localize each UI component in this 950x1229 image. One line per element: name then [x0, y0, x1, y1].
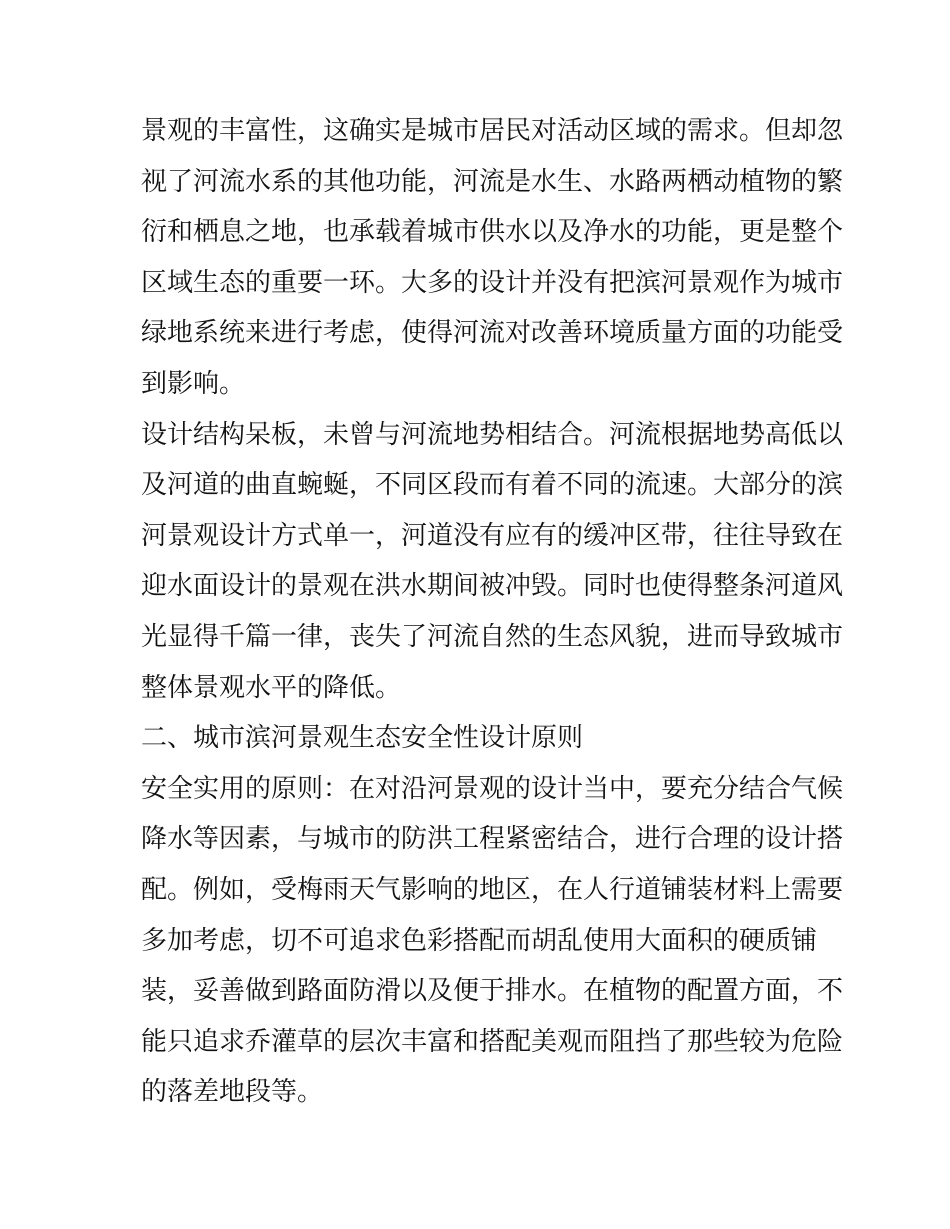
text-line: 安全实用的原则：在对沿河景观的设计当中，要充分结合气候 — [141, 773, 844, 804]
text-line: 景观的丰富性，这确实是城市居民对活动区域的需求。但却忽 — [141, 116, 844, 146]
text-line: 多加考虑，切不可追求色彩搭配而胡乱使用大面积的硬质铺 — [141, 925, 818, 956]
text-line: 整体景观水平的降低。 — [141, 672, 402, 703]
text-line: 光显得千篇一律，丧失了河流自然的生态风貌，进而导致城市 — [141, 621, 844, 652]
text-line: 河景观设计方式单一，河道没有应有的缓冲区带，往往导致在 — [141, 520, 844, 551]
section-heading: 二、城市滨河景观生态安全性设计原则 — [141, 723, 584, 754]
text-line: 区域生态的重要一环。大多的设计并没有把滨河景观作为城市 — [141, 267, 844, 298]
text-line: 能只追求乔灌草的层次丰富和搭配美观而阻挡了那些较为危险 — [141, 1026, 844, 1057]
text-line: 设计结构呆板，未曾与河流地势相结合。河流根据地势高低以 — [141, 419, 844, 450]
text-line: 的落差地段等。 — [141, 1077, 324, 1108]
document-body — [141, 106, 844, 1118]
text-line: 配。例如，受梅雨天气影响的地区，在人行道铺装材料上需要 — [141, 874, 844, 905]
text-line: 装，妥善做到路面防滑以及便于排水。在植物的配置方面，不 — [141, 976, 844, 1007]
text-line: 降水等因素，与城市的防洪工程紧密结合，进行合理的设计搭 — [141, 824, 844, 855]
text-line: 到影响。 — [141, 368, 246, 399]
text-line: 及河道的曲直蜿蜒，不同区段而有着不同的流速。大部分的滨 — [141, 470, 844, 501]
text-line: 绿地系统来进行考虑，使得河流对改善环境质量方面的功能受 — [141, 318, 844, 349]
text-line: 迎水面设计的景观在洪水期间被冲毁。同时也使得整条河道风 — [141, 571, 844, 602]
text-line: 视了河流水系的其他功能，河流是水生、水路两栖动植物的繁 — [141, 166, 844, 197]
text-line: 衍和栖息之地，也承载着城市供水以及净水的功能，更是整个 — [141, 217, 844, 248]
